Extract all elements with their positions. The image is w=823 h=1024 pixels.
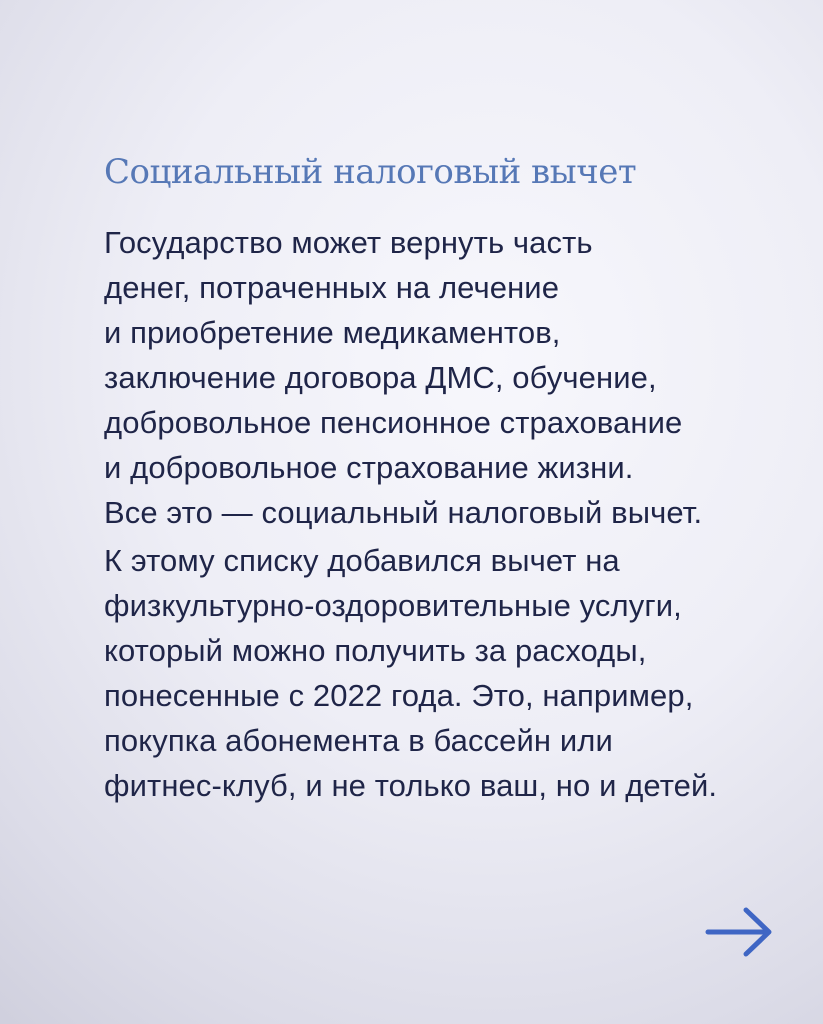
- text-line: Государство может вернуть часть: [104, 225, 593, 260]
- text-line: и добровольное страхование жизни.: [104, 450, 634, 485]
- text-line: Все это — социальный налоговый вычет.: [104, 495, 703, 530]
- text-line: покупка абонемента в бассейн или: [104, 723, 613, 758]
- paragraph-fitness-deduction: [104, 538, 804, 808]
- text-line: который можно получить за расходы,: [104, 633, 647, 668]
- next-slide-button[interactable]: [700, 902, 778, 962]
- paragraph-intro: [104, 220, 804, 535]
- slide-title: Социальный налоговый вычет: [104, 152, 637, 192]
- text-line: денег, потраченных на лечение: [104, 270, 560, 305]
- text-line: физкультурно-оздоровительные услуги,: [104, 588, 682, 623]
- arrow-right-icon: [700, 902, 778, 962]
- text-line: заключение договора ДМС, обучение,: [104, 360, 657, 395]
- text-line: и приобретение медикаментов,: [104, 315, 561, 350]
- text-line: К этому списку добавился вычет на: [104, 543, 620, 578]
- text-line: фитнес-клуб, и не только ваш, но и детей.: [104, 768, 718, 803]
- text-line: добровольное пенсионное страхование: [104, 405, 683, 440]
- text-line: понесенные с 2022 года. Это, например,: [104, 678, 694, 713]
